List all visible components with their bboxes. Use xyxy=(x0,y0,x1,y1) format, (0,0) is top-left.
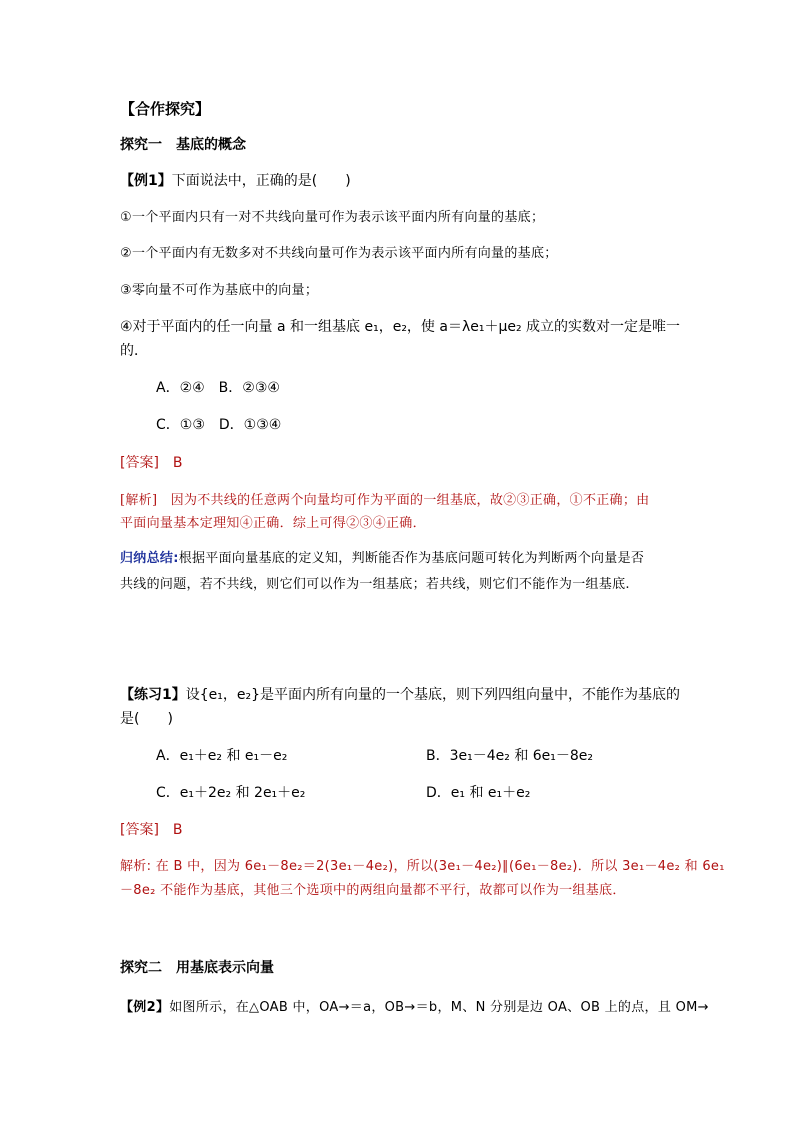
practice-1-question-line-2: 是( ) xyxy=(120,711,173,727)
example-1-question xyxy=(120,171,351,191)
practice-1-question-line-1 xyxy=(120,685,680,705)
practice-1-option-c: C．e₁＋2e₂ 和 2e₁＋e₂ xyxy=(156,785,306,801)
statement-4-line-2: 的． xyxy=(120,343,148,359)
example-1-tag: 【例1】 xyxy=(120,173,172,189)
summary-label: 归纳总结: xyxy=(120,551,179,566)
statement-3: ③零向量不可作为基底中的向量； xyxy=(120,283,319,298)
practice-1-option-d: D．e₁ 和 e₁＋e₂ xyxy=(426,785,531,801)
example-2-question xyxy=(120,998,709,1018)
practice-1-analysis-line-2: －8e₂ 不能作为基底，其他三个选项中的两组向量都不平行，故都可以作为一组基底． xyxy=(120,883,626,898)
statement-2: ②一个平面内有无数多对不共线向量可作为表示该平面内所有向量的基底； xyxy=(120,246,558,261)
summary-line-1 xyxy=(120,549,644,569)
example-1-answer: [答案] B xyxy=(120,455,183,471)
practice-1-answer: [答案] B xyxy=(120,822,183,838)
example-1-analysis-line-2: 平面向量基本定理知④正确．综上可得②③④正确． xyxy=(120,516,426,531)
section-title: 【合作探究】 xyxy=(120,100,211,118)
example-1-analysis-line-1: [解析] 因为不共线的任意两个向量均可作为平面的一组基底，故②③正确，①不正确；由 xyxy=(120,493,650,508)
example-2-question-text: 如图所示，在△OAB 中，OA→＝a，OB→＝b，M、N 分别是边 OA、OB 上的点，且 OM→ xyxy=(169,1000,709,1015)
statement-4-line-1: ④对于平面内的任一向量 a 和一组基底 e₁，e₂，使 a＝λe₁＋μe₂ 成立的实数对一定是唯一 xyxy=(120,319,681,335)
practice-1-option-b: B．3e₁－4e₂ 和 6e₁－8e₂ xyxy=(426,748,594,764)
summary-line-2: 共线的问题，若不共线，则它们可以作为一组基底；若共线，则它们不能作为一组基底. xyxy=(120,577,630,592)
practice-1-question-text: 设{e₁，e₂}是平面内所有向量的一个基底，则下列四组向量中，不能作为基底的 xyxy=(185,687,681,703)
practice-1-option-a: A．e₁＋e₂ 和 e₁－e₂ xyxy=(156,748,288,764)
topic-heading-1: 探究一 基底的概念 xyxy=(120,137,246,153)
topic-heading-2: 探究二 用基底表示向量 xyxy=(120,960,274,976)
statement-1: ①一个平面内只有一对不共线向量可作为表示该平面内所有向量的基底； xyxy=(120,210,545,225)
example-1-options-row-1: A．②④ B．②③④ xyxy=(156,380,280,396)
summary-text-1: 根据平面向量基底的定义知，判断能否作为基底问题可转化为判断两个向量是否 xyxy=(178,551,645,566)
practice-1-analysis-line-1: 解析: 在 B 中，因为 6e₁－8e₂＝2(3e₁－4e₂)，所以(3e₁－4e₂)∥(6e₁－8e₂)．所以 3e₁－4e₂ 和 6e₁ xyxy=(120,859,725,874)
example-1-question-text: 下面说法中，正确的是( ) xyxy=(171,173,351,189)
example-2-tag: 【例2】 xyxy=(120,1000,170,1015)
example-1-options-row-2: C．①③ D．①③④ xyxy=(156,417,282,433)
practice-1-tag: 【练习1】 xyxy=(120,687,186,703)
